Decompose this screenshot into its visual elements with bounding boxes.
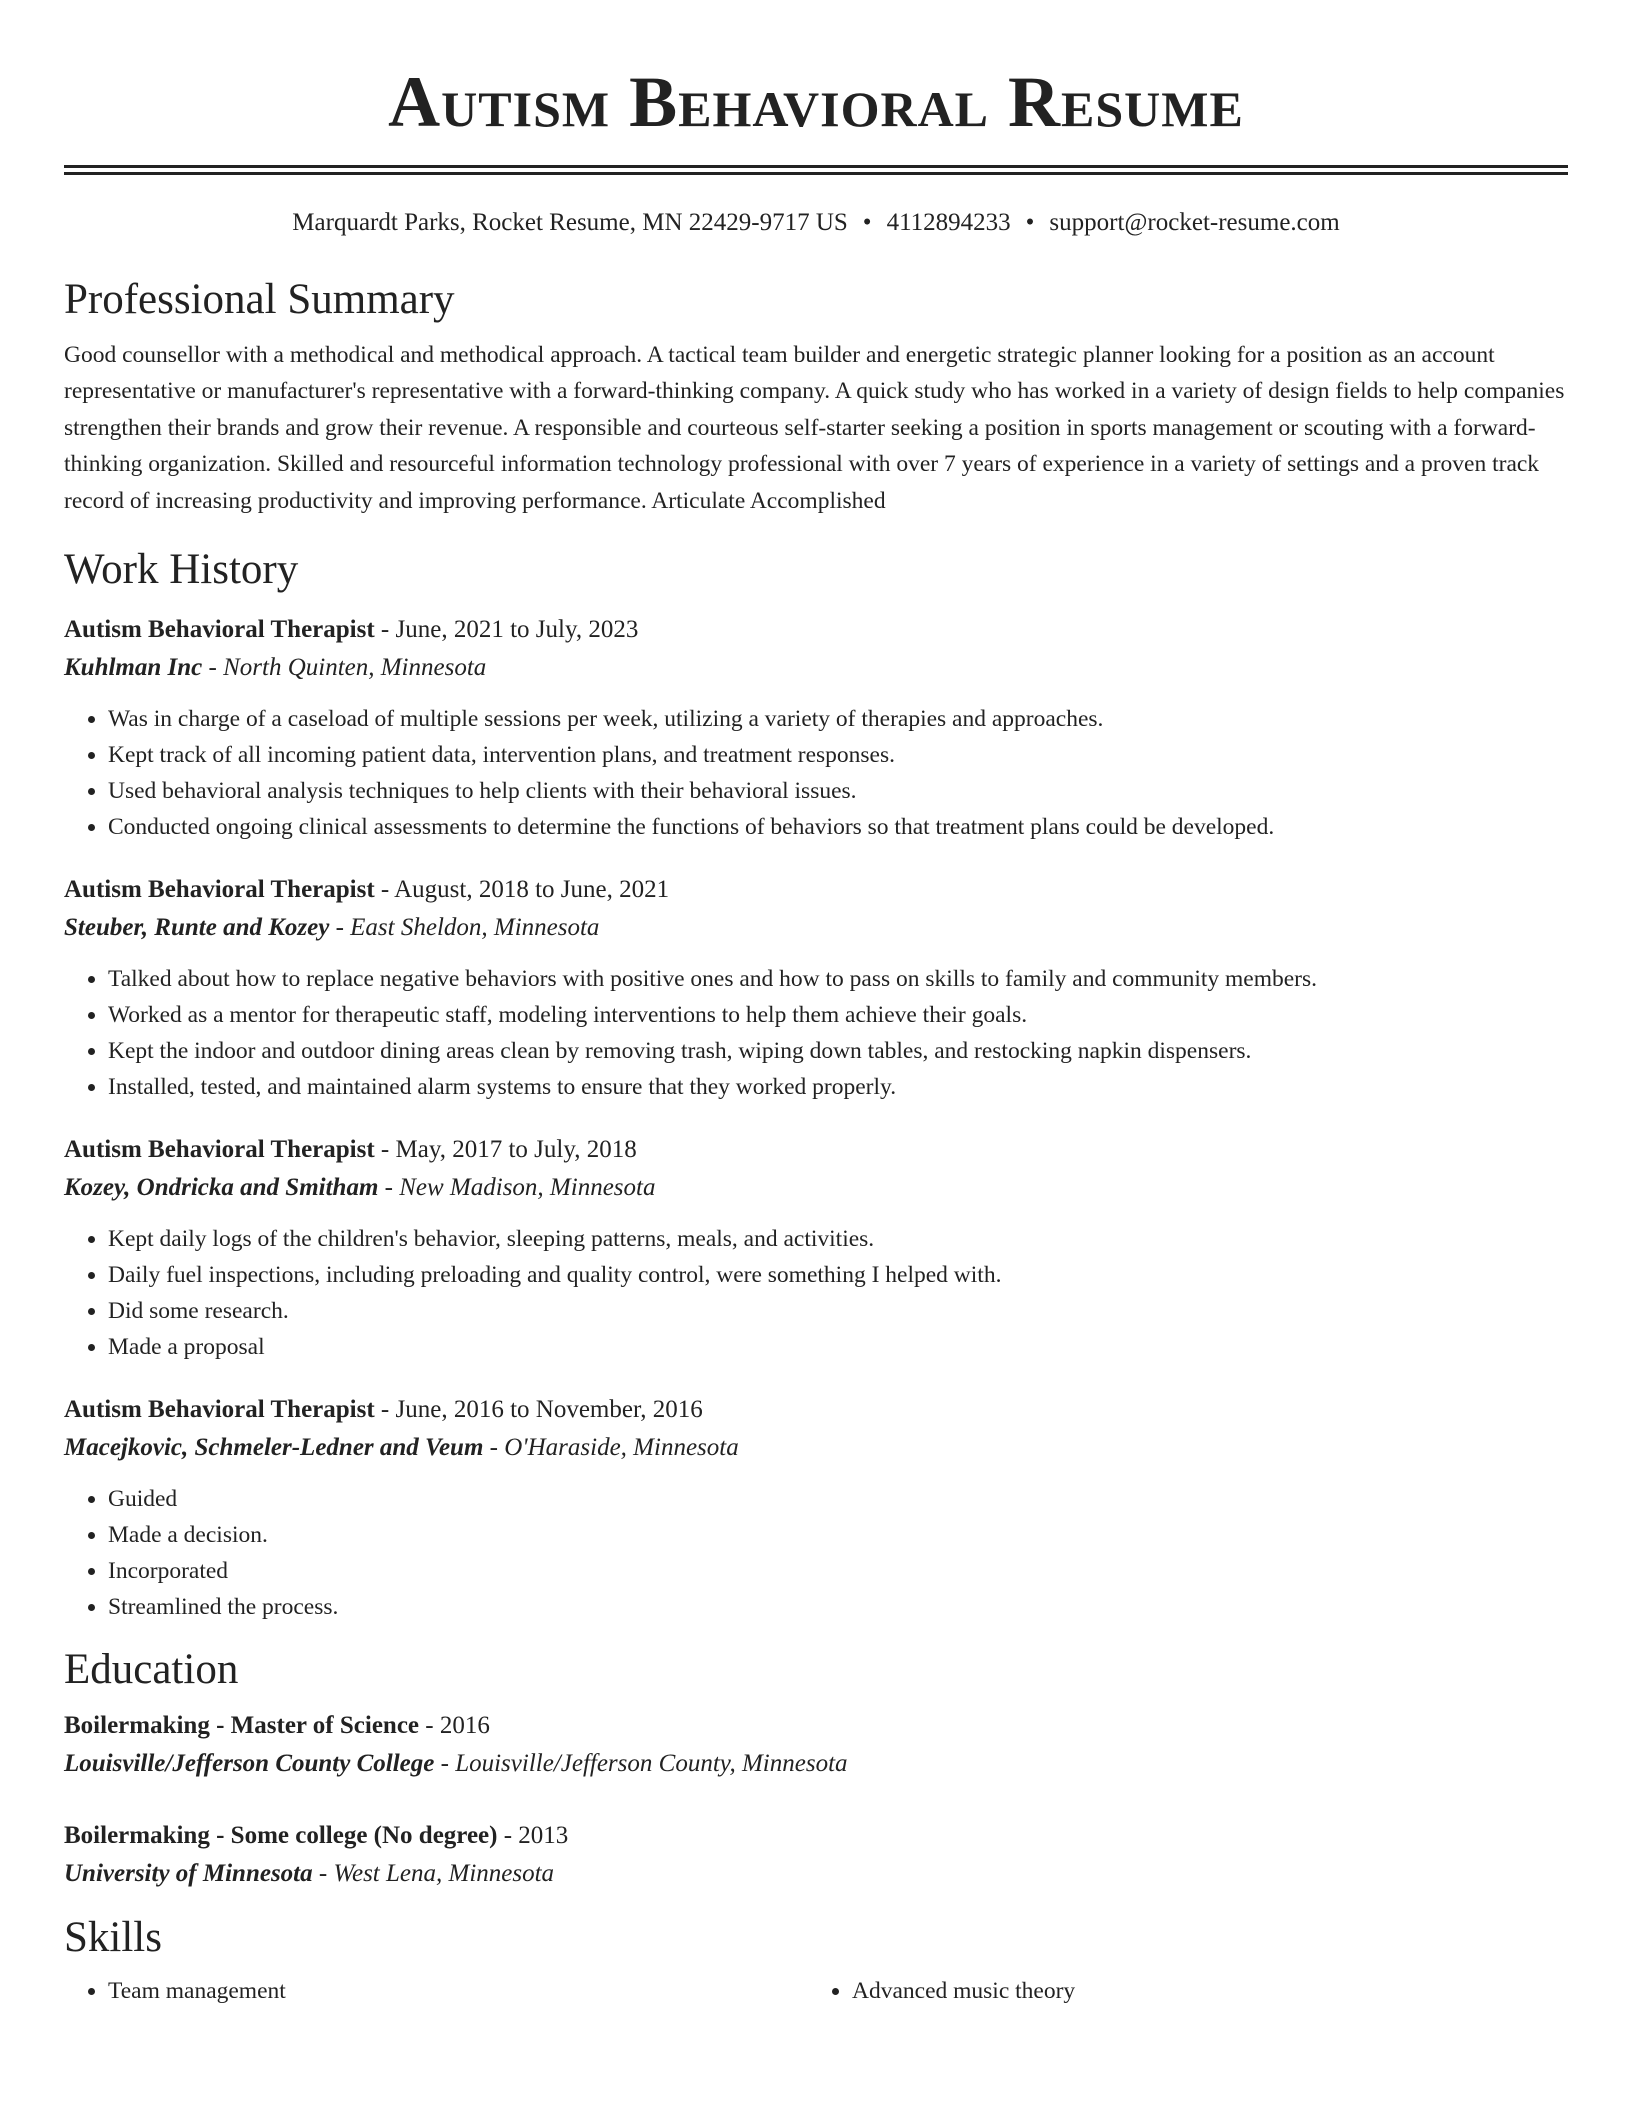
education-institution <box>64 1855 1568 1893</box>
education-school: University of Minnesota <box>64 1860 313 1888</box>
job-duty: • Incorporated <box>108 1553 1568 1589</box>
job-dates: - June, 2021 to July, 2023 <box>374 616 639 644</box>
job-duties-list <box>64 961 1568 1105</box>
title-double-rule <box>64 165 1568 175</box>
education-heading: Education <box>64 1646 239 1694</box>
job-header <box>64 871 1568 909</box>
job-location: - O'Haraside, Minnesota <box>483 1434 739 1462</box>
job-title: Autism Behavioral Therapist <box>64 616 375 644</box>
job-duty: • Kept the indoor and outdoor dining areas clean by removing trash, wiping down tables, and restocking napkin dispensers. <box>108 1033 1568 1069</box>
job-duties-list <box>64 1481 1568 1625</box>
job-duty: • Guided <box>108 1481 1568 1517</box>
job-duty: • Kept daily logs of the children's behavior, sleeping patterns, meals, and activities. <box>108 1221 1568 1257</box>
summary-text: Good counsellor with a methodical and methodical approach. A tactical team builder and energetic strategic planner looking for a position as an account representative or manufacturer's representative with a forward-thinking company. A quick study who has worked in a variety of design fields to help companies strengthen their brands and grow their revenue. A responsible and courteous self-starter seeking a position in sports management or scouting with a forward-thinking organization. Skilled and resourceful information technology professional with over 7 years of experience in a variety of settings and a proven track record of increasing productivity and improving performance. Articulate Accomplished <box>64 342 1565 514</box>
skills-heading: Skills <box>64 1914 162 1962</box>
job-entry <box>64 1131 1568 1365</box>
skills-grid <box>64 1973 1568 2009</box>
job-duty: • Talked about how to replace negative behaviors with positive ones and how to pass on skills to family and community members. <box>108 961 1568 997</box>
job-duty: • Conducted ongoing clinical assessments to determine the functions of behaviors so that treatment plans could be developed. <box>108 809 1568 845</box>
contact-email: support@rocket-resume.com <box>1049 209 1340 236</box>
job-duty: • Installed, tested, and maintained alarm systems to ensure that they worked properly. <box>108 1069 1568 1105</box>
job-dates: - August, 2018 to June, 2021 <box>374 876 670 904</box>
education-degree: Boilermaking - Master of Science <box>64 1712 420 1740</box>
job-title: Autism Behavioral Therapist <box>64 876 375 904</box>
job-employer <box>64 1169 1568 1207</box>
job-header <box>64 1131 1568 1169</box>
contact-separator: • <box>862 209 872 236</box>
job-title: Autism Behavioral Therapist <box>64 1396 375 1424</box>
job-dates: - June, 2016 to November, 2016 <box>374 1396 703 1424</box>
education-header <box>64 1817 1568 1855</box>
job-duty: • Made a proposal <box>108 1329 1568 1365</box>
job-company: Steuber, Runte and Kozey <box>64 914 330 942</box>
education-degree: Boilermaking - Some college (No degree) <box>64 1822 498 1850</box>
skills-column-right <box>808 1973 1552 2009</box>
job-employer <box>64 1429 1568 1467</box>
education-year: - 2016 <box>419 1712 490 1740</box>
job-duty: • Made a decision. <box>108 1517 1568 1553</box>
job-title: Autism Behavioral Therapist <box>64 1136 375 1164</box>
job-duty: • Worked as a mentor for therapeutic staff, modeling interventions to help them achieve their goals. <box>108 997 1568 1033</box>
contact-line <box>64 208 1568 238</box>
education-location: - Louisville/Jefferson County, Minnesota <box>434 1750 848 1778</box>
job-duty: • Daily fuel inspections, including preloading and quality control, were something I helped with. <box>108 1257 1568 1293</box>
contact-address: Marquardt Parks, Rocket Resume, MN 22429-9717 US <box>292 209 848 236</box>
job-company: Macejkovic, Schmeler-Ledner and Veum <box>64 1434 484 1462</box>
job-header <box>64 1391 1568 1429</box>
contact-separator: • <box>1025 209 1035 236</box>
summary-heading: Professional Summary <box>64 276 455 323</box>
job-location: - North Quinten, Minnesota <box>202 654 487 682</box>
education-school: Louisville/Jefferson County College <box>64 1750 435 1778</box>
job-location: - East Sheldon, Minnesota <box>329 914 600 942</box>
resume-page <box>64 0 1568 2009</box>
education-entry <box>64 1707 1568 1783</box>
job-entry <box>64 611 1568 845</box>
education-year: - 2013 <box>497 1822 569 1850</box>
job-duty: • Did some research. <box>108 1293 1568 1329</box>
contact-phone: 4112894233 <box>886 209 1011 236</box>
skill-item: • Advanced music theory <box>852 1973 1552 2009</box>
job-company: Kuhlman Inc <box>64 654 203 682</box>
job-entry <box>64 871 1568 1105</box>
resume-title: Autism Behavioral Resume <box>388 62 1244 142</box>
education-institution <box>64 1745 1568 1783</box>
skill-item: • Team management <box>108 1973 808 2009</box>
job-duty: • Streamlined the process. <box>108 1589 1568 1625</box>
job-duties-list <box>64 1221 1568 1365</box>
job-duty: • Kept track of all incoming patient data, intervention plans, and treatment responses. <box>108 737 1568 773</box>
job-duty: • Was in charge of a caseload of multiple sessions per week, utilizing a variety of therapies and approaches. <box>108 701 1568 737</box>
education-entry <box>64 1817 1568 1893</box>
job-employer <box>64 649 1568 687</box>
work-history-heading: Work History <box>64 546 299 594</box>
job-header <box>64 611 1568 649</box>
education-location: - West Lena, Minnesota <box>312 1860 555 1888</box>
job-entry <box>64 1391 1568 1625</box>
job-employer <box>64 909 1568 947</box>
job-company: Kozey, Ondricka and Smitham <box>64 1174 379 1202</box>
job-location: - New Madison, Minnesota <box>378 1174 656 1202</box>
job-duty: • Used behavioral analysis techniques to help clients with their behavioral issues. <box>108 773 1568 809</box>
skills-column-left <box>64 1973 808 2009</box>
job-duties-list <box>64 701 1568 845</box>
education-header <box>64 1707 1568 1745</box>
job-dates: - May, 2017 to July, 2018 <box>374 1136 637 1164</box>
